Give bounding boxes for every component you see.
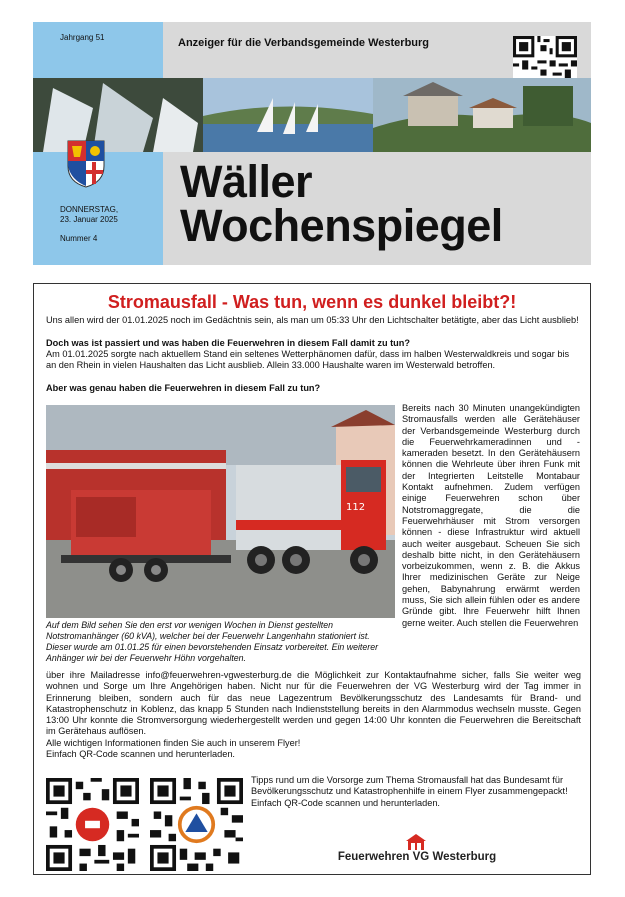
question-2: Aber was genau haben die Feuerwehren in diesem Fall zu tun? (46, 383, 321, 393)
logo-text: Feuerwehren VG Westerburg (337, 851, 497, 863)
qr-code-flyer-bbk-icon (150, 778, 243, 871)
article-bottom-text: über ihre Mailadresse info@feuerwehren-vgwesterburg.de die Möglichkeit zur Kontaktaufnahme sicher, falls Sie weiter weg wohnen und Sorge um Ihre Angehörigen haben. Nicht nur für die Feuerwehren der VG Westerburg wird der Tag immer in Erinnerung bleiben, sondern auch für das neue Lagezentrum Bevölkerungsschutz des Landesamts für Brand- und Katastrophenschutz in Koblenz, das knapp 5 Stunden nach Indienststellung bereits in den Alarmmodus wechseln musste. Gegen 13:00 Uhr konnte die Stromversorgung wiederhergestellt werden und gegen 14:00 Uhr konnten die Feuerwehren die Bereitschaft im Gerätehaus auflösen. Alle wichtigen Informationen finden Sie auch in unserem Flyer! Einfach QR-Code scannen und herunterladen. (46, 670, 581, 760)
article-headline: Stromausfall - Was tun, wenn es dunkel bleibt?! (107, 292, 517, 312)
paragraph-1: Am 01.01.2025 sorgte nach aktuellem Stand ein seltenes Wetterphänomen dafür, dass im halben Westerwaldkreis und sogar bis an den Rhein in vielen Haushalten das Licht ausblieb. Allein 33.000 Haushalte waren im Westerwald betroffen. (46, 349, 570, 371)
newspaper-title: Wäller Wochenspiegel (180, 156, 503, 251)
tips-text: Tipps rund um die Vorsorge zum Thema Stromausfall hat das Bundesamt für Bevölkerungsschutz und Katastrophenhilfe in einem Flyer zusammengepackt! Einfach QR-Code scannen und herunterladen. (251, 775, 568, 808)
fire-station-icon (405, 833, 427, 851)
issue-number: Nummer 4 (60, 234, 98, 243)
right-column-text: Bereits nach 30 Minuten unangekündigten Stromausfalls werden alle Gerätehäuser der Verbandsgemeinde Westerburg durch die Feuerwehrkameradinnen und -kameraden besetzt. In den Gerätehäusern können die Wehrleute über ihren Funk mit der Integrierten Leitstelle Montabaur Kontakt aufnehmen. Zudem verfügen einige Feuerwehren schon über Notstromaggregate, die die Feuerwehrhäuser mit Strom versorgen können - diese Infrastruktur wird aktuell auch weiter ausgebaut. Scheuen Sie sich deshalb bitte nicht, in den Gerätehäusern vorbeizukommen, wenn z. B. die Akkus Ihrer medizinischen Geräte zur Neige gehen, Babynahrung erwärmt werden muss, Sie sich allein fühlen oder es andere Gründe gibt. Ihre Feuerwehr hilft Ihnen gerne weiter. Auch stellen die Feuerwehren (402, 403, 580, 628)
feuerwehr-logo (317, 833, 517, 869)
masthead-blue-box-top (33, 22, 163, 78)
masthead (33, 22, 591, 265)
landscape-photo (33, 78, 591, 152)
article-box (33, 283, 591, 875)
fire-truck-photo (46, 405, 395, 618)
qr-code-flyer-feuerwehr-icon (46, 778, 139, 871)
question-1: Doch was ist passiert und was haben die Feuerwehren in diesem Fall damit zu tun? (46, 338, 411, 348)
truck-label: 112 (346, 502, 366, 513)
article-intro: Uns allen wird der 01.01.2025 noch im Gedächtnis sein, als man um 05:33 Uhr den Lichtschalter betätigte, aber das Licht ausblieb! (46, 315, 579, 325)
coat-of-arms-icon (67, 140, 105, 188)
photo-caption: Auf dem Bild sehen Sie den erst vor wenigen Wochen in Dienst gestellten Notstromanhänger (60 kVA), welcher bei der Feuerwehr Langenhahn stationiert ist. Dieser wurde am 01.01.25 für einen bevorstehenden Einsatz vorbereitet. Ein weiterer Anhänger wir bei der Feuerwehr Höhn vorgehalten. (46, 620, 379, 663)
issue-date: DONNERSTAG, 23. Januar 2025 (60, 205, 119, 224)
masthead-subtitle: Anzeiger für die Verbandsgemeinde Westerburg (178, 37, 430, 49)
jahrgang: Jahrgang 51 (60, 33, 105, 42)
